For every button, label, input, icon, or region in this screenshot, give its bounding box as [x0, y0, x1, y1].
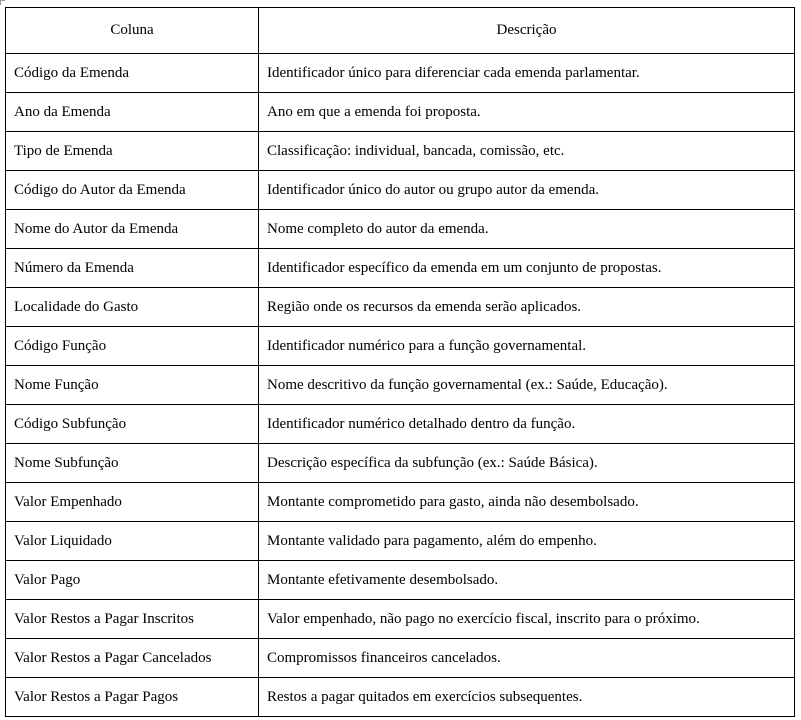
- table-row: [6, 444, 795, 483]
- table-row: [6, 288, 795, 327]
- cell-descricao: Classificação: individual, bancada, comissão, etc.: [259, 132, 795, 171]
- cell-descricao: Identificador único para diferenciar cada emenda parlamentar.: [259, 54, 795, 93]
- cell-descricao: Identificador numérico para a função governamental.: [259, 327, 795, 366]
- table-header-row: [6, 8, 795, 54]
- cell-descricao: Ano em que a emenda foi proposta.: [259, 93, 795, 132]
- cell-descricao: Identificador específico da emenda em um conjunto de propostas.: [259, 249, 795, 288]
- cell-descricao: Identificador único do autor ou grupo autor da emenda.: [259, 171, 795, 210]
- cell-descricao: Restos a pagar quitados em exercícios subsequentes.: [259, 678, 795, 717]
- table-row: [6, 561, 795, 600]
- cell-coluna: Código Função: [6, 327, 259, 366]
- table-row: [6, 327, 795, 366]
- table-row: [6, 522, 795, 561]
- table-row: [6, 249, 795, 288]
- cell-coluna: Nome Subfunção: [6, 444, 259, 483]
- cell-coluna: Nome Função: [6, 366, 259, 405]
- cell-descricao: Nome completo do autor da emenda.: [259, 210, 795, 249]
- cell-coluna: Localidade do Gasto: [6, 288, 259, 327]
- cell-coluna: Valor Liquidado: [6, 522, 259, 561]
- cell-coluna: Tipo de Emenda: [6, 132, 259, 171]
- cell-descricao: Montante comprometido para gasto, ainda não desembolsado.: [259, 483, 795, 522]
- cell-coluna: Nome do Autor da Emenda: [6, 210, 259, 249]
- cell-coluna: Código Subfunção: [6, 405, 259, 444]
- cell-coluna: Valor Restos a Pagar Inscritos: [6, 600, 259, 639]
- column-description-table: [5, 7, 795, 717]
- table-row: [6, 93, 795, 132]
- cell-coluna: Código do Autor da Emenda: [6, 171, 259, 210]
- table-row: [6, 483, 795, 522]
- header-descricao: Descrição: [259, 8, 795, 54]
- table-row: [6, 132, 795, 171]
- cell-descricao: Compromissos financeiros cancelados.: [259, 639, 795, 678]
- cell-descricao: Montante validado para pagamento, além do empenho.: [259, 522, 795, 561]
- cell-coluna: Número da Emenda: [6, 249, 259, 288]
- table-row: [6, 210, 795, 249]
- cell-descricao: Identificador numérico detalhado dentro da função.: [259, 405, 795, 444]
- table-row: [6, 639, 795, 678]
- table-row: [6, 366, 795, 405]
- cell-coluna: Código da Emenda: [6, 54, 259, 93]
- cell-descricao: Montante efetivamente desembolsado.: [259, 561, 795, 600]
- cell-coluna: Ano da Emenda: [6, 93, 259, 132]
- cell-descricao: Valor empenhado, não pago no exercício fiscal, inscrito para o próximo.: [259, 600, 795, 639]
- cell-coluna: Valor Restos a Pagar Pagos: [6, 678, 259, 717]
- text-boundary-corner-mark: [0, 0, 5, 5]
- cell-coluna: Valor Empenhado: [6, 483, 259, 522]
- header-coluna: Coluna: [6, 8, 259, 54]
- cell-coluna: Valor Restos a Pagar Cancelados: [6, 639, 259, 678]
- cell-descricao: Região onde os recursos da emenda serão aplicados.: [259, 288, 795, 327]
- table-row: [6, 405, 795, 444]
- table-row: [6, 54, 795, 93]
- cell-coluna: Valor Pago: [6, 561, 259, 600]
- cell-descricao: Descrição específica da subfunção (ex.: Saúde Básica).: [259, 444, 795, 483]
- table-row: [6, 171, 795, 210]
- table-row: [6, 600, 795, 639]
- table-row: [6, 678, 795, 717]
- cell-descricao: Nome descritivo da função governamental (ex.: Saúde, Educação).: [259, 366, 795, 405]
